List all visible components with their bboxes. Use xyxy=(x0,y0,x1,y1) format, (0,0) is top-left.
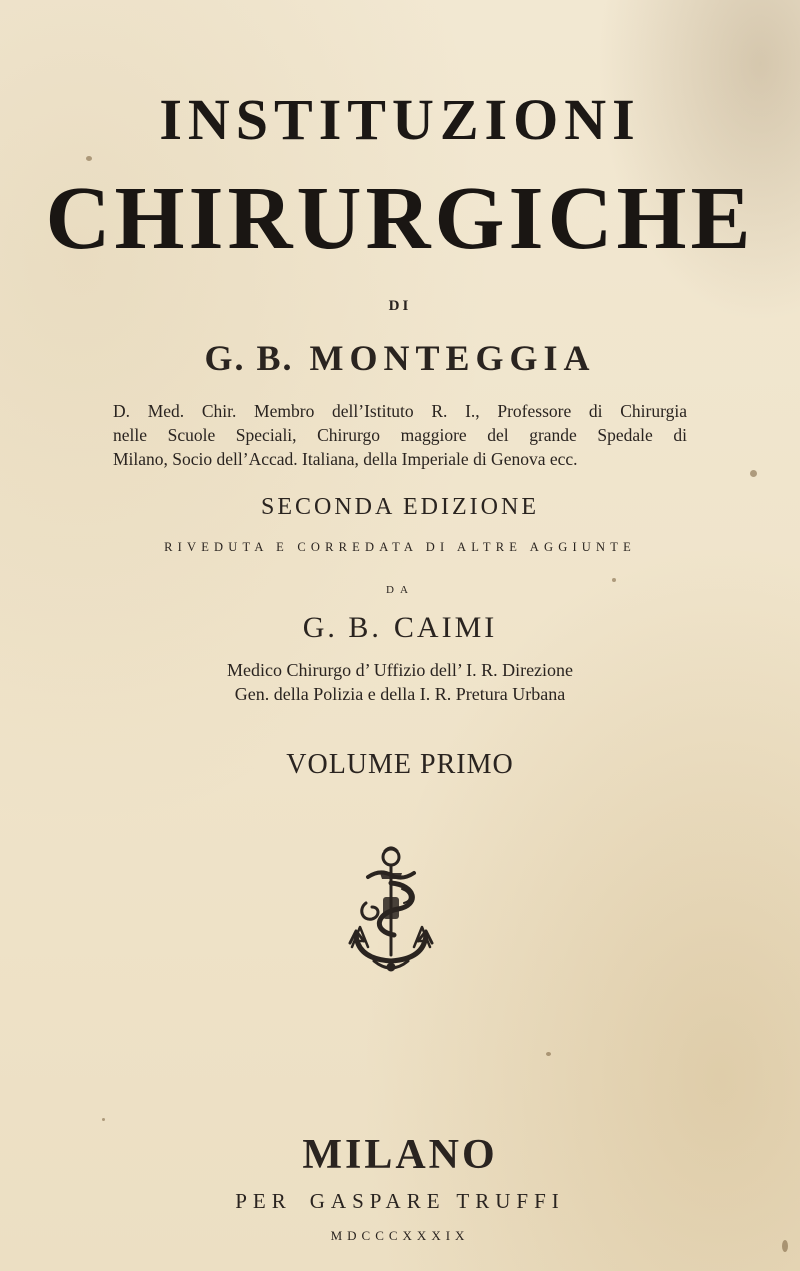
editor-name xyxy=(0,611,800,645)
title-line-2: CHIRURGICHE xyxy=(45,169,755,268)
editor-credentials-line: Gen. della Polizia e della I. R. Pretura Urbana xyxy=(234,684,566,704)
foxing-spot xyxy=(102,1118,105,1121)
edition-label: SECONDA EDIZIONE xyxy=(261,494,539,520)
reviewed-line: RIVEDUTA E CORREDATA DI ALTRE AGGIUNTE xyxy=(164,540,636,554)
author-credentials-line: Milano, Socio dell’Accad. Italiana, della Imperiale di Genova ecc. xyxy=(113,449,578,469)
printer-name: GASPARE TRUFFI xyxy=(309,1189,565,1213)
da-label: DA xyxy=(386,584,414,596)
volume-label: VOLUME PRIMO xyxy=(286,749,514,780)
foxing-spot xyxy=(612,578,616,582)
foxing-spot xyxy=(86,156,92,161)
editor-surname: CAIMI xyxy=(393,611,498,644)
editor-credentials-line: Medico Chirurgo d’ Uffizio dell’ I. R. Direzione xyxy=(226,660,574,680)
author-surname: MONTEGGIA xyxy=(309,338,596,378)
city-name: MILANO xyxy=(302,1132,498,1178)
author-initials: G. B. xyxy=(204,338,294,378)
author-name xyxy=(0,337,800,379)
editor-initials: G. B. xyxy=(302,611,382,644)
printer-prefix: PER xyxy=(235,1189,292,1213)
author-credentials-line: nelle Scuole Speciali, Chirurgo maggiore del grande Spedale di xyxy=(113,425,687,445)
foxing-spot xyxy=(750,470,757,477)
printer-anchor-emblem-icon xyxy=(336,843,446,983)
printer-line xyxy=(0,1189,800,1214)
foxing-spot xyxy=(546,1052,551,1056)
publication-year: MDCCCXXXIX xyxy=(330,1228,470,1243)
foxing-spot xyxy=(782,1240,788,1252)
by-label: DI xyxy=(388,298,412,314)
author-credentials-line: D. Med. Chir. Membro dell’Istituto R. I., Professore di Chirurgia xyxy=(113,401,687,421)
title-line-1: INSTITUZIONI xyxy=(159,87,641,152)
